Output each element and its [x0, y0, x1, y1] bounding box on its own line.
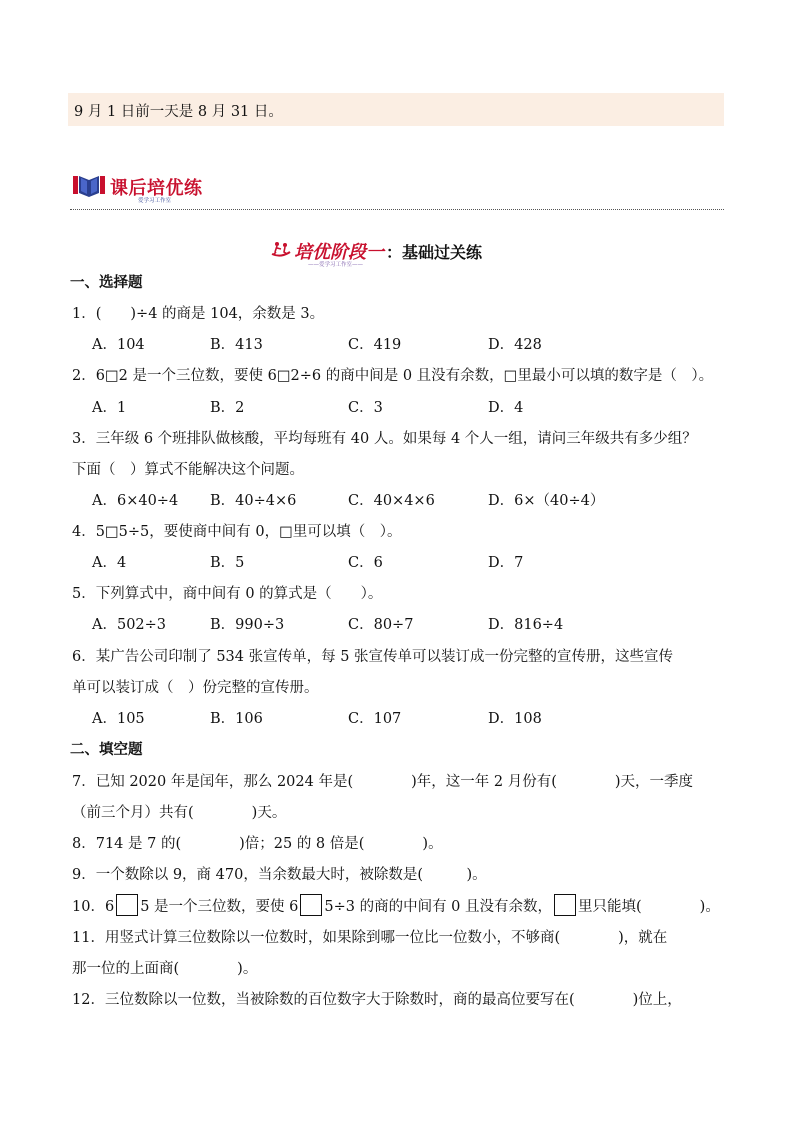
q10-part-a: 10．6 — [72, 899, 115, 915]
q3-option-a: A．6×40÷4 — [92, 493, 179, 509]
hint-note — [68, 93, 724, 126]
q5-option-b: B．990÷3 — [210, 617, 285, 633]
stage-heading — [268, 238, 483, 268]
q5-stem: 5．下列算式中，商中间有 0 的算式是（ ）。 — [72, 586, 383, 602]
hint-text: 9 月 1 日前一天是 8 月 31 日。 — [74, 104, 283, 120]
q3-stem-line2: 下面（ ）算式不能解决这个问题。 — [72, 462, 304, 478]
stage-subtitle: ——爱学习工作室—— — [308, 262, 364, 268]
open-book-icon — [72, 172, 106, 198]
q10-blank-box-3 — [554, 894, 576, 916]
after-class-banner — [72, 172, 203, 204]
q2-option-d: D．4 — [488, 400, 524, 416]
section-fill-heading: 二、填空题 — [70, 742, 143, 758]
q11-line1: 11．用竖式计算三位数除以一位数时，如果除到哪一位比一位数小，不够商( )，就在 — [72, 930, 668, 946]
q1-option-a: A．104 — [92, 337, 145, 353]
q10-part-c: 5÷3 的商的中间有 0 且没有余数， — [324, 899, 553, 915]
q6-option-a: A．105 — [92, 711, 145, 727]
q6-stem-line2: 单可以装订成（ ）份完整的宣传册。 — [72, 680, 319, 696]
q11-line2: 那一位的上面商( )。 — [72, 961, 258, 977]
q4-option-d: D．7 — [488, 555, 524, 571]
q6-option-c: C．107 — [348, 711, 402, 727]
q1-option-c: C．419 — [348, 337, 402, 353]
q9-stem: 9．一个数除以 9，商 470，当余数最大时，被除数是( )。 — [72, 867, 487, 883]
q12-stem: 12．三位数除以一位数，当被除数的百位数字大于除数时，商的最高位要写在( )位上， — [72, 992, 682, 1008]
q2-option-c: C．3 — [348, 400, 383, 416]
q10-part-b: 5 是一个三位数，要使 6 — [140, 899, 299, 915]
q2-option-b: B．2 — [210, 400, 245, 416]
q4-option-b: B．5 — [210, 555, 245, 571]
q6-stem-line1: 6．某广告公司印制了 534 张宣传单，每 5 张宣传单可以装订成一份完整的宣传册，这些宣传 — [72, 649, 674, 665]
q10-blank-box-1 — [116, 894, 138, 916]
q10-blank-box-2 — [300, 894, 322, 916]
q7-line1: 7．已知 2020 年是闰年，那么 2024 年是( )年，这一年 2 月份有( )天，一季度 — [72, 774, 694, 790]
q5-option-c: C．80÷7 — [348, 617, 414, 633]
q3-stem-line1: 3．三年级 6 个班排队做核酸，平均每班有 40 人。如果每 4 个人一组，请问三年级共有多少组？ — [72, 431, 697, 447]
q10-part-d: 里只能填( )。 — [578, 899, 720, 915]
q6-option-b: B．106 — [210, 711, 263, 727]
stage-title-black: ：基础过关练 — [386, 242, 483, 262]
banner-title: 课后培优练 — [110, 178, 203, 199]
q2-option-a: A．1 — [92, 400, 127, 416]
stage-title-red: 培优阶段一 — [294, 242, 384, 263]
q3-option-b: B．40÷4×6 — [210, 493, 297, 509]
q3-option-c: C．40×4×6 — [348, 493, 435, 509]
q5-option-d: D．816÷4 — [488, 617, 564, 633]
runner-icon — [268, 240, 294, 262]
q1-option-b: B．413 — [210, 337, 263, 353]
q1-option-d: D．428 — [488, 337, 542, 353]
q6-option-d: D．108 — [488, 711, 542, 727]
q4-option-a: A．4 — [92, 555, 127, 571]
section-choice-heading: 一、选择题 — [70, 275, 143, 291]
q1-stem: 1．( )÷4 的商是 104，余数是 3。 — [72, 306, 325, 322]
q7-line2: （前三个月）共有( )天。 — [72, 805, 287, 821]
q10-stem — [72, 894, 720, 916]
q8-stem: 8．714 是 7 的( )倍；25 的 8 倍是( )。 — [72, 836, 443, 852]
divider — [70, 209, 724, 210]
q4-stem: 4．5□5÷5，要使商中间有 0，□里可以填（ ）。 — [72, 524, 402, 540]
q2-stem: 2．6□2 是一个三位数，要使 6□2÷6 的商中间是 0 且没有余数，□里最小可以填的数字是（ ）。 — [72, 368, 714, 384]
q5-option-a: A．502÷3 — [92, 617, 167, 633]
q4-option-c: C．6 — [348, 555, 383, 571]
banner-subtitle: 爱学习工作室 — [138, 198, 172, 204]
q3-option-d: D．6×（40÷4） — [488, 493, 605, 509]
